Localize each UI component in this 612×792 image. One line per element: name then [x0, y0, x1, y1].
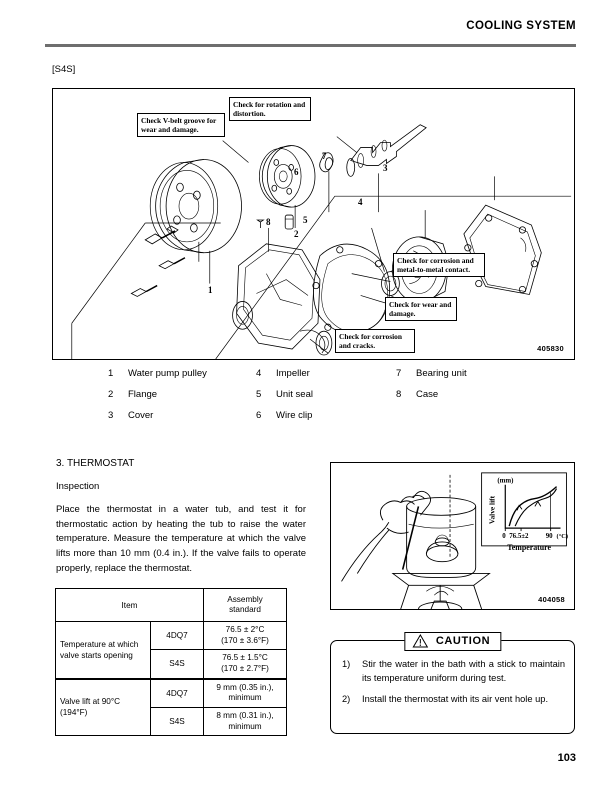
graph-y-label: Valve lift	[487, 495, 497, 525]
legend-item	[108, 368, 207, 389]
graph-x-unit: (°C)	[556, 532, 569, 540]
graph-tick-0: 0	[502, 532, 506, 540]
table-header-item: Item	[56, 589, 204, 622]
thermostat-test-figure	[330, 462, 575, 610]
part-number-1: 1	[208, 285, 213, 295]
callout-corrosion-metal-contact: Check for corrosion and metal-to-metal contact.	[393, 253, 485, 277]
water-pump-exploded-figure	[52, 88, 575, 360]
subsection-inspection: Inspection	[56, 481, 100, 492]
legend-label: Case	[416, 389, 439, 400]
graph-tick-mid: 76.5±2	[509, 532, 529, 540]
spec-value-line1: 76.5 ± 2°C	[225, 625, 265, 634]
part-number-6: 6	[294, 167, 299, 177]
legend-item	[108, 410, 207, 431]
graph-y-unit: (mm)	[497, 477, 514, 485]
page-header-title: COOLING SYSTEM	[466, 20, 576, 32]
legend-number: 2	[108, 389, 114, 400]
part-number-3: 3	[383, 163, 388, 173]
legend-number: 7	[396, 368, 402, 379]
legend-label: Flange	[128, 389, 158, 400]
graph-tick-90: 90	[545, 532, 553, 540]
caution-item-number: 2)	[342, 693, 351, 704]
header-divider	[45, 44, 576, 47]
thermostat-test-illustration	[331, 463, 574, 609]
legend-column-1	[108, 368, 207, 431]
legend-item	[256, 410, 313, 431]
spec-item-valve-lift: Valve lift at 90°C (194°F)	[56, 679, 151, 736]
table-header-row	[56, 589, 287, 622]
table-row	[56, 622, 287, 650]
legend-number: 4	[256, 368, 262, 379]
warning-triangle-icon	[412, 634, 428, 648]
thermostat-spec-table	[55, 588, 287, 736]
caution-panel	[330, 632, 575, 734]
legend-item	[256, 368, 313, 389]
callout-rotation-distortion: Check for rotation and distortion.	[229, 97, 311, 121]
test-figure-number: 404058	[538, 595, 565, 604]
inspection-body-text: Place the thermostat in a water tub, and test it for thermostatic action by heating the tub to raise the water temperature. Measure the temperature at which the valve lifts more than 10 mm (0.4 in.). If the valve fails to operate properly, replace the thermostat.	[56, 504, 306, 574]
legend-label: Unit seal	[276, 389, 313, 400]
part-number-7: 7	[322, 151, 327, 161]
legend-number: 5	[256, 389, 262, 400]
page-number: 103	[557, 752, 576, 764]
spec-value-line2: (170 ± 3.6°F)	[221, 635, 269, 645]
spec-value-line1: 76.5 ± 1.5°C	[222, 653, 268, 663]
table-row	[56, 679, 287, 708]
water-pump-illustration	[53, 89, 574, 359]
caution-item-text: Install the thermostat with its air vent hole up.	[362, 693, 549, 704]
legend-number: 1	[108, 368, 114, 379]
spec-value	[204, 679, 287, 708]
header-standard-line2: standard	[229, 605, 261, 614]
spec-value-line2: (170 ± 2.7°F)	[221, 663, 269, 673]
legend-label: Wire clip	[276, 410, 313, 421]
spec-model: 4DQ7	[151, 679, 204, 708]
legend-label: Water pump pulley	[128, 368, 207, 379]
caution-items	[330, 658, 575, 714]
callout-wear-damage: Check for wear and damage.	[385, 297, 457, 321]
legend-item	[108, 389, 207, 410]
section-title-thermostat: 3. THERMOSTAT	[56, 458, 135, 469]
spec-model: S4S	[151, 650, 204, 679]
part-number-8: 8	[266, 217, 271, 227]
legend-column-3	[396, 368, 467, 410]
legend-number: 8	[396, 389, 402, 400]
spec-value-line2: minimum	[228, 721, 262, 731]
table-header-standard	[204, 589, 287, 622]
legend-number: 6	[256, 410, 262, 421]
spec-value-line1: 9 mm (0.35 in.),	[216, 682, 274, 692]
callout-corrosion-cracks: Check for corrosion and cracks.	[335, 329, 415, 353]
spec-value	[204, 650, 287, 679]
spec-model: S4S	[151, 707, 204, 735]
graph-x-label: Temperature	[507, 542, 551, 552]
caution-header	[404, 632, 501, 651]
spec-value	[204, 622, 287, 650]
legend-label: Impeller	[276, 368, 310, 379]
spec-value-line2: minimum	[228, 693, 262, 703]
header-standard-line1: Assembly	[227, 594, 263, 604]
caution-title: CAUTION	[435, 635, 491, 647]
legend-item	[256, 389, 313, 410]
spec-item-temperature: Temperature at which valve starts opening	[56, 622, 151, 679]
spec-model: 4DQ7	[151, 622, 204, 650]
model-tag: [S4S]	[52, 64, 76, 75]
legend-column-2	[256, 368, 313, 431]
legend-item	[396, 368, 467, 389]
figure-number: 405830	[537, 344, 564, 353]
legend-number: 3	[108, 410, 114, 421]
caution-item-number: 1)	[342, 659, 351, 669]
legend-item	[396, 389, 467, 410]
part-number-4: 4	[358, 197, 363, 207]
caution-item-text: Stir the water in the bath with a stick to maintain its temperature uniform during test.	[362, 659, 565, 683]
part-number-2: 2	[294, 229, 299, 239]
legend-label: Bearing unit	[416, 368, 467, 379]
legend-label: Cover	[128, 410, 154, 421]
part-number-5: 5	[303, 215, 308, 225]
caution-item	[338, 693, 565, 707]
callout-v-belt-groove: Check V-belt groove for wear and damage.	[137, 113, 225, 137]
spec-value	[204, 707, 287, 735]
spec-value-line1: 8 mm (0.31 in.),	[216, 710, 274, 720]
caution-item	[338, 658, 565, 686]
